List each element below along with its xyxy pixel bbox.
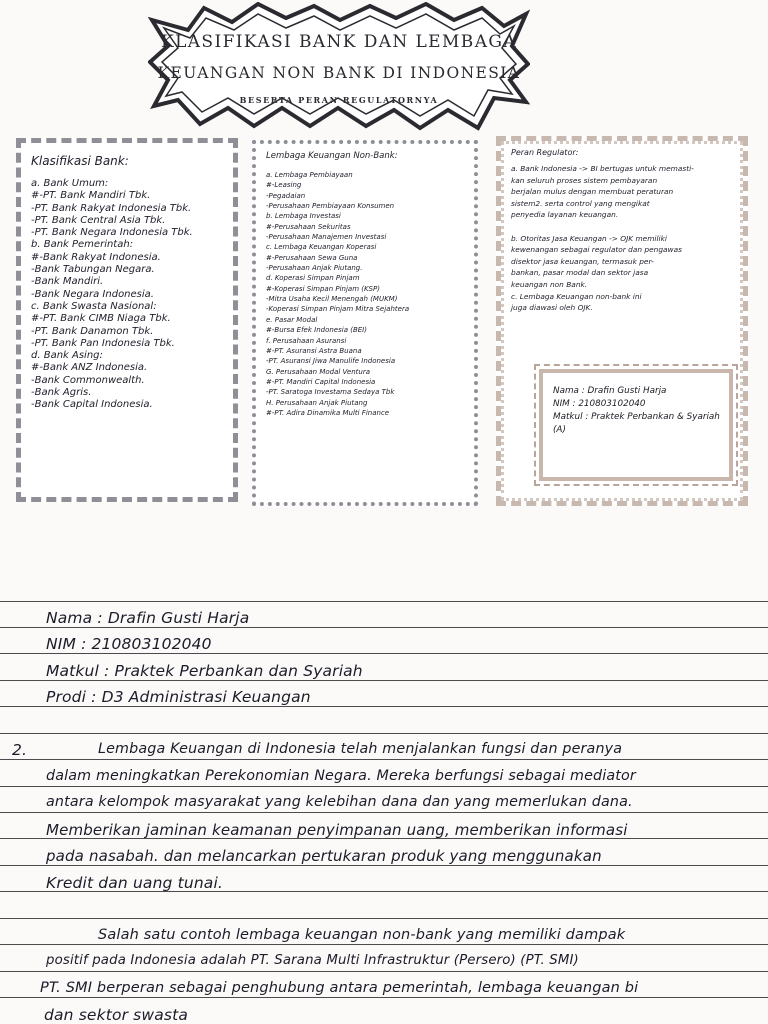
klasifikasi-line: -PT. Bank Danamon Tbk. xyxy=(31,325,154,337)
peran-line: sistem2. serta control yang mengikat xyxy=(511,198,650,208)
paper-rule xyxy=(0,971,768,972)
paper-rule xyxy=(0,601,768,602)
paper-rule xyxy=(0,680,768,681)
lembaga-line: -Pegadaian xyxy=(266,191,306,200)
lembaga-line: #-Bursa Efek Indonesia (BEI) xyxy=(266,326,367,335)
id-card-line: (A) xyxy=(553,425,566,435)
paper-rule xyxy=(0,812,768,813)
lembaga-line: -PT. Asuransi Jiwa Manulife Indonesia xyxy=(266,357,396,366)
title-burst xyxy=(148,2,530,132)
paragraph-1-line: antara kelompok masyarakat yang kelebihan dana dan yang memerlukan dana. xyxy=(46,794,633,810)
paper-rule xyxy=(0,997,768,998)
lembaga-line: b. Lembaga Investasi xyxy=(266,212,341,221)
paragraph-1-line: Memberikan jaminan keamanan penyimpanan uang, memberikan informasi xyxy=(46,821,628,839)
id-card-line: Nama : Drafin Gusti Harja xyxy=(553,386,667,396)
sheet-header-nama: Nama : Drafin Gusti Harja xyxy=(46,609,250,627)
lembaga-line: -Mitra Usaha Kecil Menengah (MUKM) xyxy=(266,295,398,304)
klasifikasi-line: #-PT. Bank CIMB Niaga Tbk. xyxy=(31,313,171,325)
paper-rule xyxy=(0,944,768,945)
lembaga-line: -Koperasi Simpan Pinjam Mitra Sejahtera xyxy=(266,305,410,314)
peran-line: kewenangan sebagai regulator dan pengawas xyxy=(511,245,682,255)
lembaga-line: #-PT. Mandiri Capital Indonesia xyxy=(266,377,376,386)
klasifikasi-line: -PT. Bank Rakyat Indonesia Tbk. xyxy=(31,202,192,214)
paper-rule xyxy=(0,706,768,707)
peran-line xyxy=(511,223,737,235)
lembaga-line: -Perusahaan Manajemen Investasi xyxy=(266,233,387,242)
lembaga-line: -Perusahaan Anjak Piutang. xyxy=(266,264,363,273)
lembaga-line: d. Koperasi Simpan Pinjam xyxy=(266,274,360,283)
klasifikasi-line: -PT. Bank Negara Indonesia Tbk. xyxy=(31,227,193,239)
lembaga-line: #-Leasing xyxy=(266,181,302,190)
paper-rule xyxy=(0,759,768,760)
klasifikasi-line: -Bank Negara Indonesia. xyxy=(31,288,154,300)
paper-rule xyxy=(0,865,768,866)
lembaga-line: H. Perusahaan Anjak Piutang xyxy=(266,398,368,407)
klasifikasi-line: -Bank Mandiri. xyxy=(31,276,104,288)
poster-title-line-2: KEUANGAN NON BANK DI INDONESIA xyxy=(157,64,521,82)
paragraph-1-line: Lembaga Keuangan di Indonesia telah menjalankan fungsi dan peranya xyxy=(98,741,623,757)
lembaga-line: c. Lembaga Keuangan Koperasi xyxy=(266,243,377,252)
poster-title-line-1: KLASIFIKASI BANK DAN LEMBAGA xyxy=(160,32,518,52)
lembaga-non-bank-box xyxy=(252,140,478,506)
klasifikasi-heading: Klasifikasi Bank: xyxy=(31,154,129,168)
lembaga-line: #-PT. Adira Dinamika Multi Finance xyxy=(266,408,390,417)
peran-line: bankan, pasar modal dan sektor jasa xyxy=(511,268,649,278)
paragraph-2-line: PT. SMI berperan sebagai penghubung antara pemerintah, lembaga keuangan bi xyxy=(40,980,639,996)
lembaga-line: #-PT. Asuransi Astra Buana xyxy=(266,346,362,355)
lembaga-line: -Perusahaan Pembiayaan Konsumen xyxy=(266,202,395,211)
klasifikasi-line: -PT. Bank Central Asia Tbk. xyxy=(31,214,166,226)
peran-line: berjalan mulus dengan membuat peraturan xyxy=(511,187,674,197)
paragraph-1-line: Kredit dan uang tunai. xyxy=(46,874,223,892)
klasifikasi-line: #-Bank ANZ Indonesia. xyxy=(31,362,148,374)
paper-rule xyxy=(0,653,768,654)
klasifikasi-line: -PT. Bank Pan Indonesia Tbk. xyxy=(31,337,175,349)
klasifikasi-line: b. Bank Pemerintah: xyxy=(31,239,134,251)
peran-line: disektor jasa keuangan, termasuk per- xyxy=(511,256,654,266)
peran-line: b. Otoritas Jasa Keuangan -> OJK memiliki xyxy=(511,233,667,243)
klasifikasi-line: #-PT. Bank Mandiri Tbk. xyxy=(31,190,151,202)
id-card-line: NIM : 210803102040 xyxy=(553,399,646,409)
paragraph-1-line: pada nasabah. dan melancarkan pertukaran produk yang menggunakan xyxy=(46,847,602,865)
sheet-header-matkul: Matkul : Praktek Perbankan dan Syariah xyxy=(46,662,363,680)
paragraph-2-line: positif pada Indonesia adalah PT. Sarana Multi Infrastruktur (Persero) (PT. SMI) xyxy=(46,953,579,968)
klasifikasi-line: #-Bank Rakyat Indonesia. xyxy=(31,251,161,263)
lembaga-line: #-Koperasi Simpan Pinjam (KSP) xyxy=(266,284,380,293)
klasifikasi-line: -Bank Capital Indonesia. xyxy=(31,399,153,411)
lembaga-line: e. Pasar Modal xyxy=(266,315,318,324)
paragraph-2-line: Salah satu contoh lembaga keuangan non-bank yang memiliki dampak xyxy=(98,927,626,943)
klasifikasi-line: c. Bank Swasta Nasional: xyxy=(31,300,157,312)
item-number: 2. xyxy=(12,741,28,759)
paragraph-2-line: dan sektor swasta xyxy=(44,1006,188,1024)
sheet-header-nim: NIM : 210803102040 xyxy=(46,635,212,653)
lembaga-line: f. Perusahaan Asuransi xyxy=(266,336,347,345)
lembaga-line: #-Perusahaan Sekuritas xyxy=(266,222,351,231)
peran-line: c. Lembaga Keuangan non-bank ini xyxy=(511,291,642,301)
klasifikasi-bank-box xyxy=(16,138,238,502)
paper-rule xyxy=(0,786,768,787)
paper-rule xyxy=(0,627,768,628)
lembaga-line: #-Perusahaan Sewa Guna xyxy=(266,253,358,262)
peran-heading: Peran Regulator: xyxy=(511,148,579,157)
klasifikasi-line: -Bank Tabungan Negara. xyxy=(31,264,155,276)
lembaga-line: G. Perusahaan Modal Ventura xyxy=(266,367,371,376)
klasifikasi-line: d. Bank Asing: xyxy=(31,350,103,362)
paper-rule xyxy=(0,918,768,919)
klasifikasi-line: a. Bank Umum: xyxy=(31,178,109,189)
student-id-card xyxy=(539,369,733,481)
peran-line: kan seluruh proses sistem pembayaran xyxy=(511,175,658,185)
poster-title-line-3: BESERTA PERAN REGULATORNYA xyxy=(239,95,439,105)
klasifikasi-line: -Bank Agris. xyxy=(31,387,92,399)
peran-line: a. Bank Indonesia -> BI bertugas untuk memasti- xyxy=(511,164,694,173)
peran-regulator-box xyxy=(496,136,748,506)
sheet-header-prodi: Prodi : D3 Administrasi Keuangan xyxy=(46,688,311,706)
paper-rule xyxy=(0,733,768,734)
lined-paper-sheet xyxy=(0,590,768,1024)
lembaga-line: a. Lembaga Pembiayaan xyxy=(266,171,353,179)
lembaga-line: -PT. Saratoga Investama Sedaya Tbk xyxy=(266,388,395,397)
paragraph-1-line: dalam meningkatkan Perekonomian Negara. Mereka berfungsi sebagai mediator xyxy=(46,768,636,784)
lembaga-heading: Lembaga Keuangan Non-Bank: xyxy=(266,151,398,161)
peran-line: juga diawasi oleh OJK. xyxy=(511,303,593,313)
peran-line: penyedia layanan keuangan. xyxy=(511,210,619,220)
id-card-line: Matkul : Praktek Perbankan & Syariah xyxy=(553,412,720,422)
peran-line: keuangan non Bank. xyxy=(511,279,588,289)
klasifikasi-line: -Bank Commonwealth. xyxy=(31,374,145,386)
